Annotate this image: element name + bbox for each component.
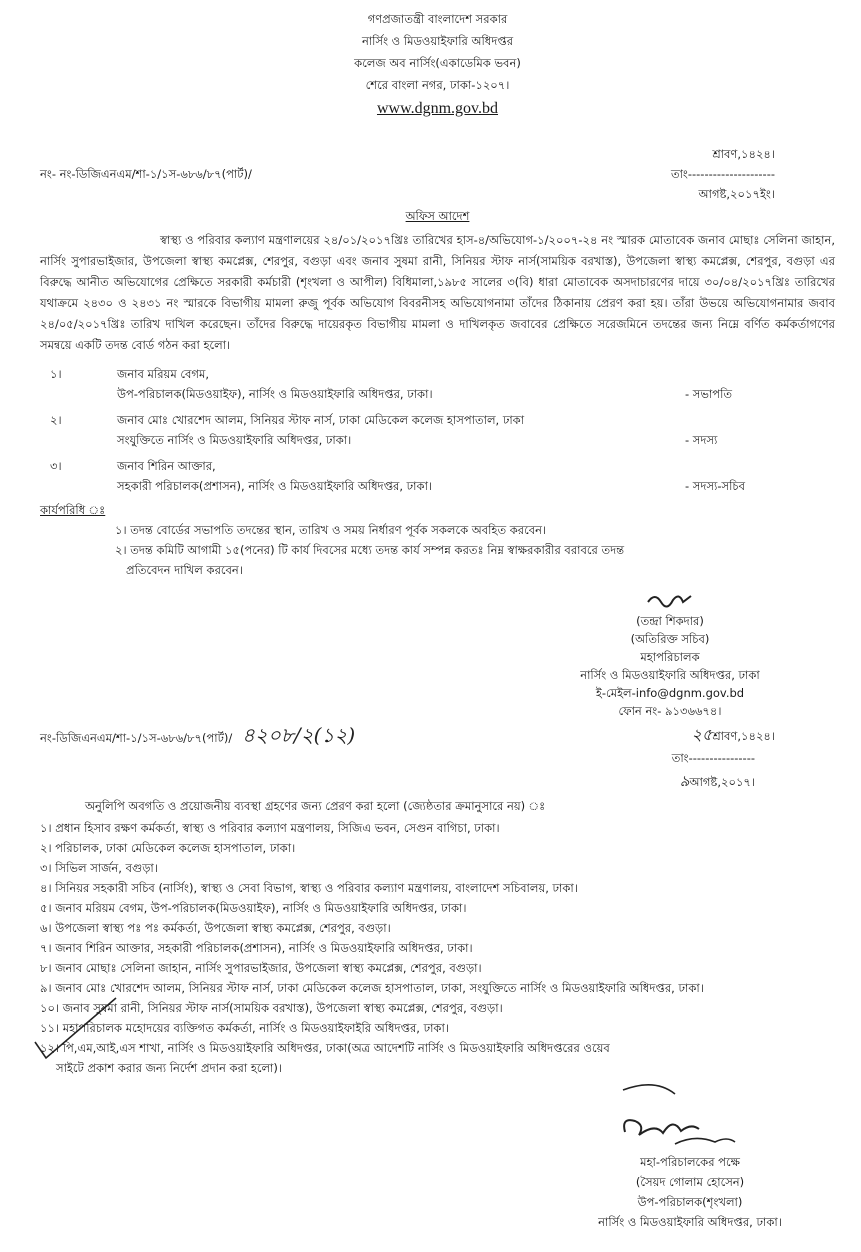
copy-list [40,818,835,1078]
member-number: ২। [50,413,62,427]
signatory-office: নার্সিং ও মিডওয়াইফারি অধিদপ্তর, ঢাকা [580,668,760,682]
handwritten-reference: ৪২০৮/২(১২) [241,723,356,747]
signatory-title: উপ-পরিচালক(শৃংখলা) [637,1195,743,1209]
college-name: কলেজ অব নার্সিং(একাডেমিক ভবন) [354,56,521,70]
member-role: - সদস্য [685,433,718,447]
copy-reference [40,722,355,748]
reference-number: নং- নং-ডিজিএনএম/শা-১/১স-৬৮৬/৮৭(পার্ট)/ [40,167,252,181]
member-name: জনাব শিরিন আক্তার, [117,459,216,473]
scope-heading: কার্যপরিধি ঃ [40,503,106,517]
member-designation: সংযুক্তিতে নার্সিং ও মিডওয়াইফারি অধিদপ্তর, ঢাকা। [117,433,352,447]
member-number: ১। [50,367,62,381]
scope-item: ১। তদন্ত বোর্ডের সভাপতি তদন্তের স্থান, তারিখ ও সময় নির্ধারণ পূর্বক সকলকে অবহিত করবেন। [115,523,547,537]
member-details [117,410,675,450]
member-2 [50,410,835,450]
handwritten-day: ২৫ [691,725,713,744]
date-field: তাং--------------------- [670,167,775,181]
copy-item: ১১। মহাপরিচালক মহোদয়ের ব্যক্তিগত কর্মকর্তা, নার্সিং ও মিডওয়াইফাইরি অধিদপ্তর, ঢাকা। [40,1021,449,1035]
signatory-title: মহাপরিচালক [640,650,700,664]
copy-item: ৪। সিনিয়র সহকারী সচিব (নার্সিং), স্বাস্থ্য ও সেবা বিভাগ, স্বাস্থ্য ও পরিবার কল্যাণ মন্ত্রণালয়, বাংলাদেশ সচিবালয়, ঢাকা। [40,881,578,895]
govt-name: গণপ্রজাতন্ত্রী বাংলাদেশ সরকার [367,12,508,26]
copy-item: ১০। জনাব সুষমা রানী, সিনিয়র স্টাফ নার্স(সাময়িক বরখাস্ত), উপজেলা স্বাস্থ্য কমপ্লেক্স, শেরপুর, বগুড়া। [40,1001,503,1015]
order-paragraph: স্বাস্থ্য ও পরিবার কল্যাণ মন্ত্রণালয়ের ২৪/০১/২০১৭খ্রিঃ তারিখের হাস-৪/অভিযোগ-১/২০০৭-২৪ নং স্মারক মোতাবেক জনাব মোছাঃ সেলিনা জাহান, নার্সিং সুপারভাইজার, উপজেলা স্বাস্থ্য কমপ্লেক্স, শেরপুর, বগুড়া এবং জনাব সুষমা রানী, সিনিয়র স্টাফ নার্স(সাময়িক বরখাস্ত), উপজেলা স্বাস্থ্য কমপ্লেক্স, শেরপুর, বগুড়া এর বিরুদ্ধে আনীত অভিযোগের প্রেক্ষিতে সরকারী কর্মচারী (শৃংখলা ও আপীল) বিধিমালা,১৯৮৫ সালের ৩(বি) ধারা মোতাবেক অসদাচারণের দায়ে ৩০/০৪/২০১৭খ্রিঃ তারিখের যথাক্রমে ২৪৩০ ও ২৪৩১ নং স্মারকে বিভাগীয় মামলা রুজু পূর্বক অভিযোগ বিবরনীসহ অভিযোগনামা তাঁদের ঠিকানায় প্রেরণ করা হয়। তাঁরা উভয়ে অভিযোগনামার জবাব ২৪/০৫/২০১৭খ্রিঃ তারিখ দাখিল করেছেন। তাঁদের বিরুদ্ধে দায়েরকৃত বিভাগীয় মামলা ও দাখিলকৃত জবাবের প্রেক্ষিতে সরেজমিনে তদন্তের জন্য নিম্নে বর্ণিত কর্মকর্তাগণের সমন্বয়ে একটি তদন্ত বোর্ড গঠন করা হলো। [40,233,835,352]
copy-item: সাইটে প্রকাশ করার জন্য নির্দেশ প্রদান করা হলো)। [56,1061,282,1075]
signature-image [615,1082,765,1152]
member-role: - সদস্য-সচিব [685,479,746,493]
address: শেরে বাংলা নগর, ঢাকা-১২০৭। [365,78,510,92]
copy-reference-row [40,722,835,748]
signatory-email: ই-মেইল-info@dgnm.gov.bd [595,686,745,700]
member-designation: সহকারী পরিচালক(প্রশাসন), নার্সিং ও মিডওয়াইফারি অধিদপ্তর, ঢাকা। [117,479,433,493]
signatory-office: নার্সিং ও মিডওয়াইফারি অধিদপ্তর, ঢাকা। [598,1215,782,1229]
copy-item: ৭। জনাব শিরিন আক্তার, সহকারী পরিচালক(প্রশাসন), নার্সিং ও মিডওয়াইফারি অধিদপ্তর, ঢাকা। [40,941,473,955]
member-3 [50,456,835,496]
reference-row [40,164,835,184]
signatory-name: (সৈয়দ গোলাম হোসেন) [635,1175,745,1189]
scope-item: ২। তদন্ত কমিটি আগামী ১৫(পনের) টি কার্য দিবসের মধ্যে তদন্ত কার্য সম্পন্ন করতঃ নিম্ন স্বাক্ষরকারীর বরাবরে তদন্ত [115,543,625,557]
member-1 [50,364,835,404]
member-designation: উপ-পরিচালক(মিডওয়াইফ), নার্সিং ও মিডওয়াইফারি অধিদপ্তর, ঢাকা। [117,387,433,401]
order-title: অফিস আদেশ [405,209,470,223]
member-name: জনাব মোঃ খোরশেদ আলম, সিনিয়র স্টাফ নার্স, ঢাকা মেডিকেল কলেজ হাসপাতাল, ঢাকা [117,413,525,427]
copy-item: ৬। উপজেলা স্বাস্থ্য পঃ পঃ কর্মকর্তা, উপজেলা স্বাস্থ্য কমপ্লেক্স, শেরপুর, বগুড়া। [40,921,391,935]
scope-item: প্রতিবেদন দাখিল করবেন। [126,563,243,577]
member-name: জনাব মরিয়ম বেগম, [117,367,210,381]
english-date: আগষ্ট,২০১৭ইং। [698,187,775,201]
signatory-name: (তন্দ্রা শিকদার) [636,614,704,628]
letterhead [40,8,835,122]
copy-bangla-date [692,722,835,748]
copy-date-field: তাং---------------- [671,751,755,765]
member-number: ৩। [50,459,62,473]
english-month: আগষ্ট,২০১৭। [689,775,755,789]
department-name: নার্সিং ও মিডওয়াইফারি অধিদপ্তর [361,34,514,48]
member-details [117,364,675,404]
signatory-phone: ফোন নং- ৯১৩৬৬৭৪। [618,704,722,718]
copy-item: ২। পরিচালক, ঢাকা মেডিকেল কলেজ হাসপাতাল, ঢাকা। [40,841,296,855]
signature-image [645,588,695,612]
on-behalf-of: মহা-পরিচালকের পক্ষে [640,1155,740,1169]
copy-item: ৮। জনাব মোছাঃ সেলিনা জাহান, নার্সিং সুপারভাইজার, উপজেলা স্বাস্থ্য কমপ্লেক্স, শেরপুর, বগুড়া। [40,961,482,975]
handwritten-day: ৯ [679,772,690,790]
copy-item: ৯। জনাব মোঃ খোরশেদ আলম, সিনিয়র স্টাফ নার্স, ঢাকা মেডিকেল কলেজ হাসপাতাল, ঢাকা, সংযুক্তিতে নার্সিং ও মিডওয়াইফারি অধিদপ্তর, ঢাকা। [40,981,704,995]
copy-english-date [40,768,835,794]
website-link[interactable]: www.dgnm.gov.bd [376,100,499,117]
scope-list [115,520,835,580]
copy-item: ১। প্রধান হিসাব রক্ষণ কর্মকর্তা, স্বাস্থ্য ও পরিবার কল্যাণ মন্ত্রণালয়, সিজিএ ভবন, সেগুন বাগিচা, ঢাকা। [40,821,500,835]
handwritten-check-mark-icon [30,994,120,1064]
copy-item: ৩। সিভিল সার্জন, বগুড়া। [40,861,158,875]
bangla-date: শ্রাবণ,১৪২৪। [712,147,775,161]
copy-reference-number: নং-ডিজিএনএম/শা-১/১স-৬৮৬/৮৭(পার্ট)/ [40,731,233,745]
member-role: - সভাপতি [685,387,733,401]
copy-item: ৫। জনাব মরিয়ম বেগম, উপ-পরিচালক(মিডওয়াইফ), নার্সিং ও মিডওয়াইফারি অধিদপ্তর, ঢাকা। [40,901,467,915]
member-details [117,456,675,496]
signatory-rank: (অতিরিক্ত সচিব) [630,632,710,646]
bangla-month: শ্রাবণ,১৪২৪। [712,729,775,743]
copy-item: ১২। পি,এম,আই,এস শাখা, নার্সিং ও মিডওয়াইফারি অধিদপ্তর, ঢাকা(অত্র আদেশটি নার্সিং ও মিডওয়াইফারি অধিদপ্তরের ওয়েব [40,1041,610,1055]
copy-intro: অনুলিপি অবগতি ও প্রয়োজনীয় ব্যবস্থা গ্রহণের জন্য প্রেরণ করা হলো (জ্যেষ্ঠতার ক্রমানুসারে নয়) ঃ [85,799,546,813]
signature-block-2 [525,1082,855,1232]
signature-block-1 [505,588,835,720]
